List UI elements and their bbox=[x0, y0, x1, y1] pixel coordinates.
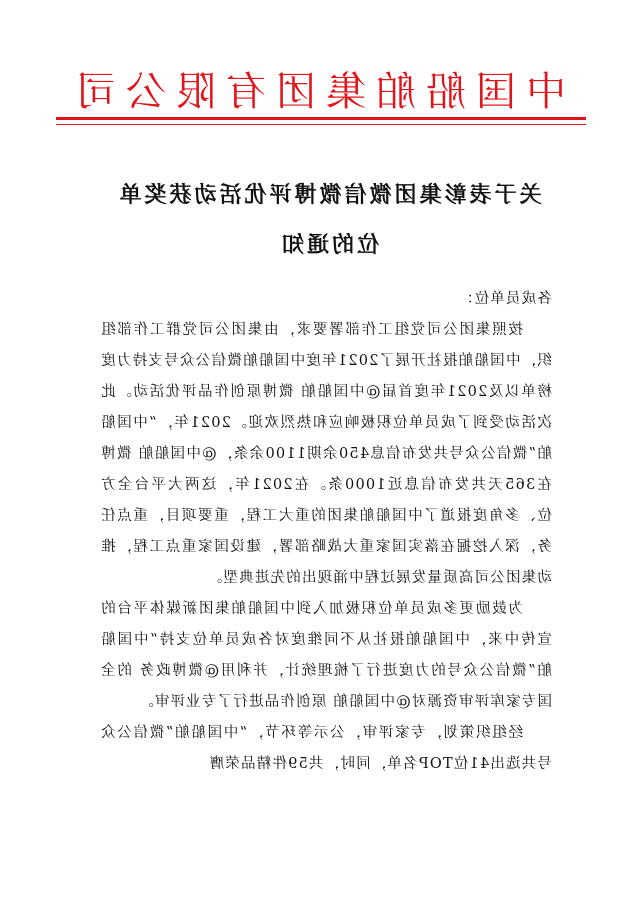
title-line-1: 关于表彰集团微信微博评优活动获奖单 bbox=[116, 182, 542, 208]
paragraph: 为鼓励更多成员单位积极加入到中国船舶集团新媒体平台的宣传中来，中国船舶报社从不同维度对各成员单位支持“中国船舶”微信公众号的力度进行了梳理统计，并利用@微博政务 的全国专家库评审资源对@中国船舶 原创作品进行了专业评审。 bbox=[100, 601, 552, 710]
document-title bbox=[109, 170, 549, 270]
document-body bbox=[100, 284, 552, 780]
header-rule-thick bbox=[56, 117, 586, 120]
header-rule-thin bbox=[56, 124, 586, 125]
salutation: 各成员单位： bbox=[457, 291, 552, 307]
paragraph: 经组织策划，专家评审，公示等环节，“中国船舶”微信公众号共选出41位TOP名单，同时，共59件精品荣膺 bbox=[100, 725, 552, 772]
company-letterhead: 中国船舶集团有限公司 bbox=[66, 69, 566, 115]
paragraph: 按照集团公司党组工作部署要求，由集团公司党群工作部组织，中国船舶报社开展了2021年度中国船舶微信公众号支持力度榜单以及2021年度首届@中国船舶 微博原创作品评优活动。此次活动受到了成员单位积极响应和热烈欢迎。2021年，“中国船舶”微信公众号共发布信息450余期1100余条，@中国船舶 微博在365天共发布信息近1000条。在2021年，这两大平台全方位、多角度报道了中国船舶集团的重大工程，重要项目，重点任务，深入挖掘在落实国家重大战略部署，建设国家重点工程，推动集团公司高质量发展过程中涌现出的先进典型。 bbox=[100, 322, 552, 586]
title-line-2: 位的通知 bbox=[279, 232, 380, 258]
